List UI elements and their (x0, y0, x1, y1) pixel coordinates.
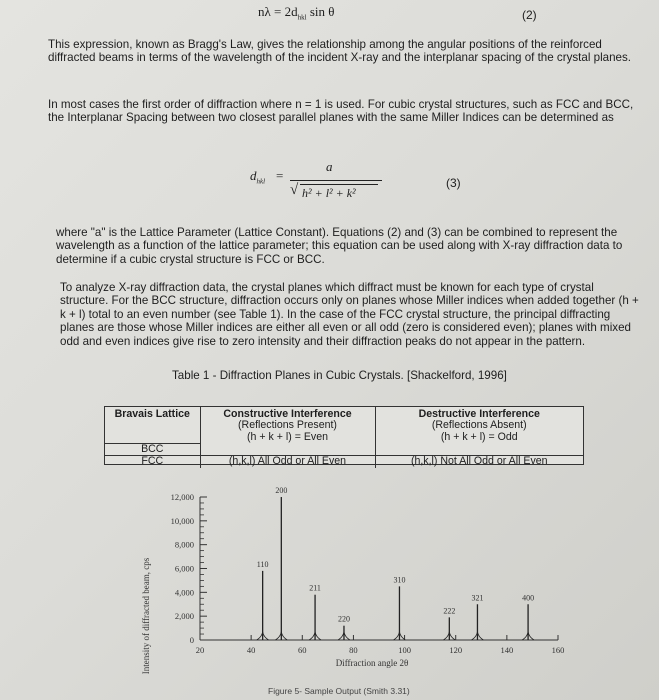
y-tick-label: 0 (189, 635, 194, 645)
bragg-equation-text: nλ = 2d (258, 4, 298, 19)
y-tick-label: 12,000 (170, 492, 194, 502)
paragraph-interplanar-spacing: In most cases the first order of diffraction where n = 1 is used. For cubic crystal structures, such as FCC and BCC, the Interplanar Spacing between two closest parallel planes with the same Miller Indices can be determined as (48, 98, 634, 125)
x-tick-label: 100 (398, 645, 411, 655)
paragraph-lattice-parameter: where "a" is the Lattice Parameter (Lattice Constant). Equations (2) and (3) can be combined to represent the wavelength as a function of the lattice parameter; this equation can be used along with X-ray diffraction data to determine if a cubic crystal structure is FCC or BCC. (56, 226, 623, 266)
y-tick-label: 4,000 (174, 587, 194, 598)
x-tick-label: 40 (246, 645, 256, 655)
radical-bar (300, 184, 378, 185)
bragg-equation-rest: sin θ (306, 4, 335, 19)
peak-label-321: 321 (471, 593, 484, 603)
peak-label-200: 200 (275, 486, 288, 495)
x-tick-label: 160 (551, 645, 565, 655)
bragg-equation-number: (2) (522, 8, 537, 22)
table-header-lattice: Bravais Lattice (105, 407, 200, 443)
y-tick-label: 2,000 (174, 611, 194, 622)
chart-ylabel: Intensity of diffracted beam, cps (141, 557, 151, 674)
peak-label-220: 220 (337, 614, 350, 624)
peak-label-110: 110 (256, 559, 269, 569)
spacing-equation-radicand: h² + l² + k² (302, 186, 356, 200)
table-caption: Table 1 - Diffraction Planes in Cubic Crystals. [Shackelford, 1996] (172, 369, 507, 382)
sqrt-sign: √ (290, 182, 299, 198)
figure-caption: Figure 5- Sample Output (Smith 3.31) (268, 686, 410, 696)
paragraph-bragg-law: This expression, known as Bragg's Law, gives the relationship among the angular positions of the reinforced diffracted beams in terms of the wavelength of the incident X-ray and the interplanar spacing of the crystal planes. (48, 38, 632, 65)
x-tick-label: 20 (195, 645, 205, 655)
peak-label-310: 310 (393, 575, 406, 585)
paragraph-diffraction-planes: To analyze X-ray diffraction data, the crystal planes which diffract must be known for each type of crystal structure. For the BCC structure, diffraction occurs only on planes whose Miller indices when added together (h + k + l) total to an even number (see Table 1). In the case of the FCC crystal structure, the principal diffracting planes are those whose Miller indices are either all even or all odd (zero is considered even); planes with mixed odd and even indices give rise to zero intensity and their diffraction peaks do not appear in the pattern. (60, 281, 639, 348)
spacing-equation-numerator: a (326, 159, 333, 174)
spacing-equation (250, 158, 390, 208)
x-tick-label: 140 (500, 645, 514, 655)
table-row (105, 443, 583, 455)
diffraction-planes-table (104, 406, 584, 468)
spacing-equation-equals: = (276, 168, 284, 183)
x-tick-label: 60 (298, 645, 307, 655)
x-tick-label: 120 (449, 645, 463, 655)
y-tick-label: 6,000 (174, 563, 194, 574)
chart-xlabel: Diffraction angle 2θ (335, 658, 409, 668)
table-row (105, 456, 583, 468)
peak-label-211: 211 (309, 583, 321, 593)
fraction-bar (290, 180, 382, 181)
x-tick-label: 80 (349, 645, 358, 655)
y-tick-label: 8,000 (174, 539, 194, 550)
spacing-equation-number: (3) (446, 176, 461, 190)
xrd-chart (140, 478, 580, 674)
peak-label-222: 222 (443, 606, 456, 616)
table-cell-bcc: BCC (105, 443, 200, 455)
peak-label-400: 400 (522, 593, 535, 603)
table-cell-fcc-present: (h,k,l) All Odd or All Even (200, 456, 375, 468)
bragg-equation-sub: hkl (297, 13, 307, 22)
table-cell-fcc-absent: (h,k,l) Not All Odd or All Even (375, 456, 583, 468)
spacing-equation-lhs: $d_{hkl}$ (250, 168, 266, 186)
y-tick-label: 10,000 (170, 515, 194, 526)
bragg-equation (258, 4, 335, 22)
table-header-destructive: Destructive Interference (Reflections Absent) (h + k + l) = Odd (418, 408, 540, 443)
table-header-constructive: Constructive Interference (Reflections Present) (h + k + l) = Even (200, 407, 375, 443)
table-cell-fcc: FCC (105, 456, 200, 468)
